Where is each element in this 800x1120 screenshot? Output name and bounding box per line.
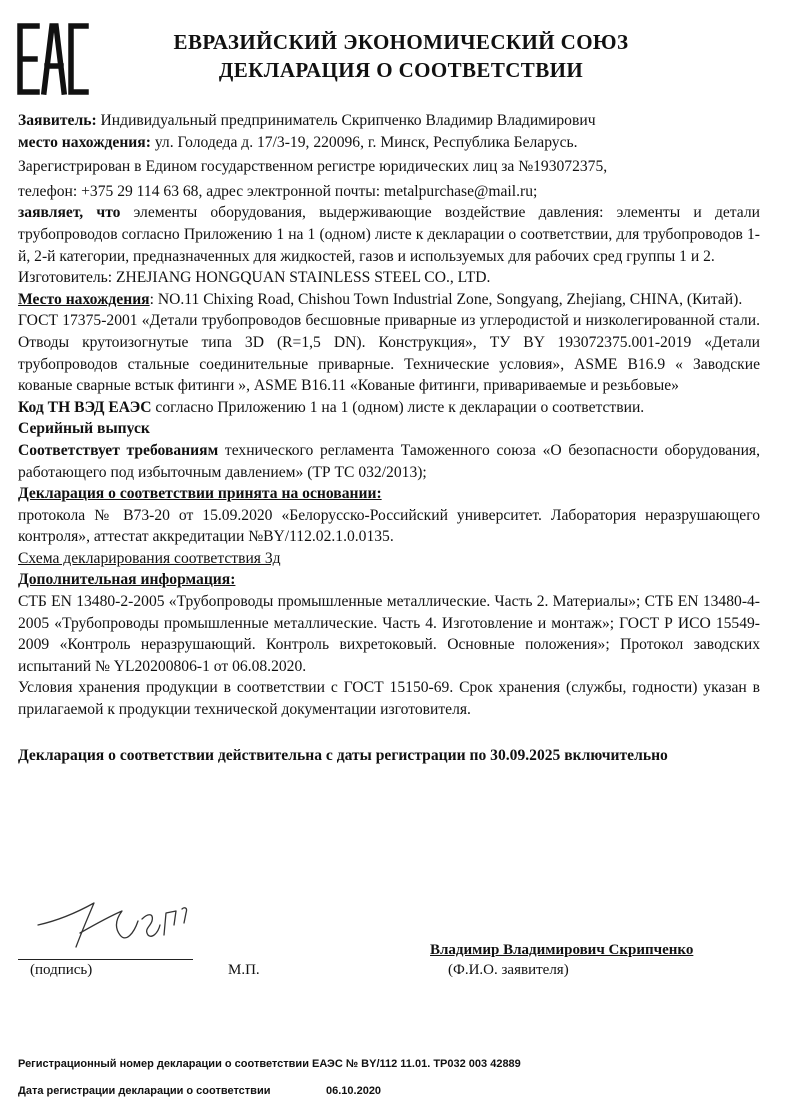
manufacturer-location-value: : NO.11 Chixing Road, Chishou Town Industrial Zone, Songyang, Zhejiang, CHINA, (Китай). [149, 290, 743, 308]
basis-text: протокола № В73-20 от 15.09.2020 «Белорусско-Российский университет. Лаборатория неразрушающего контроля», аттестат аккредитации №BY/112.02.1.0.0135. [18, 506, 760, 546]
conformity-paragraph [18, 440, 760, 483]
declares-text: элементы оборудования, выдерживающие воздействие давления: элементы и детали трубопроводов согласно Приложению 1 на 1 (одном) листе к декларации о соответствии, для трубопроводов 1-й, 2-й категории, предназначенных для жидкостей, газов и используемых для рабочих сред группы 1 и 2. [18, 204, 760, 265]
additional-heading: Дополнительная информация: [18, 571, 236, 589]
code-value: согласно Приложению 1 на 1 (одном) листе к декларации о соответствии. [151, 398, 645, 416]
additional-paragraph-1: СТБ EN 13480-2-2005 «Трубопроводы промышленные металлические. Часть 2. Материалы»; СТБ EN 13480-4-2005 «Трубопроводы промышленные металлические. Часть 4. Изготовление и монтаж»; ГОСТ Р ИСО 15549-2009 «Контроль неразрушающий. Контроль вихретоковый. Основные положения»; Протокол заводских испытаний № YL20200806-1 от 06.08.2020. [18, 593, 760, 675]
manufacturer-location-label: Место нахождения [18, 290, 150, 308]
conformity-label: Соответствует требованиям [18, 441, 219, 459]
handwritten-signature-icon [36, 895, 216, 955]
registration-line: Зарегистрирован в Едином государственном регистре юридических лиц за №193072375, [18, 158, 608, 176]
conformity-value: технического регламента Таможенного союза «О безопасности оборудования, работающего под избыточным давлением» (ТР ТС 032/2013); [18, 441, 760, 481]
declares-label: заявляет, что [18, 204, 121, 222]
registration-date-label: Дата регистрации декларации о соответствии [18, 1085, 271, 1097]
declaration-title: ДЕКЛАРАЦИЯ О СООТВЕТСТВИИ [218, 58, 584, 82]
serial-line: Серийный выпуск [18, 420, 150, 438]
applicant-name-caption: (Ф.И.О. заявителя) [448, 962, 569, 978]
code-label: Код ТН ВЭД ЕАЭС [18, 398, 152, 416]
applicant-location-line [18, 132, 760, 154]
applicant-location-label: место нахождения: [18, 133, 151, 151]
manufacturer-location [18, 289, 760, 311]
registration-date-value: 06.10.2020 [326, 1085, 382, 1097]
contacts-line: телефон: +375 29 114 63 68, адрес электронной почты: metalpurchase@mail.ru; [18, 182, 538, 200]
applicant-value: Индивидуальный предприниматель Скрипченко Владимир Владимирович [96, 112, 596, 129]
scheme-line: Схема декларирования соответствия 3д [18, 549, 281, 567]
validity-line: Декларация о соответствии действительна с даты регистрации по 30.09.2025 включительно [18, 746, 668, 764]
declaration-body [18, 110, 760, 766]
applicant-location-value: ул. Голодеда д. 17/3-19, 220096, г. Минск, Республика Беларусь. [150, 133, 578, 151]
registration-number: Регистрационный номер декларации о соответствии ЕАЭС № BY/112 11.01. ТР032 003 42889 [18, 1058, 521, 1070]
stamp-placeholder: М.П. [228, 962, 260, 978]
signature-caption: (подпись) [30, 962, 93, 978]
applicant-line [18, 110, 760, 132]
standards-paragraph: ГОСТ 17375-2001 «Детали трубопроводов бесшовные приварные из углеродистой и низколегированной стали. Отводы крутоизогнутые типа 3D (R=1,5 DN). Конструкция», ТУ BY 193072375.001-2019 «Детали трубопроводов стальные соединительные приварные. Технические условия», ASME B16.9 « Заводские кованые сварные встык фитинги », ASME B16.11 «Кованые фитинги, привариваемые и резьбовые» [18, 312, 760, 395]
applicant-name: Владимир Владимирович Скрипченко [430, 942, 694, 958]
applicant-label: Заявитель: [18, 112, 97, 129]
additional-paragraph-2: Условия хранения продукции в соответствии с ГОСТ 15150-69. Срок хранения (службы, годности) указан в прилагаемой к продукции технической документации изготовителя. [18, 679, 760, 719]
manufacturer-line: Изготовитель: ZHEJIANG HONGQUAN STAINLESS STEEL CO., LTD. [18, 269, 491, 287]
basis-heading: Декларация о соответствии принята на основании: [18, 485, 382, 503]
signature-line [18, 959, 193, 960]
union-title: ЕВРАЗИЙСКИЙ ЭКОНОМИЧЕСКИЙ СОЮЗ [173, 30, 629, 54]
code-line [18, 397, 760, 419]
eac-logo-icon [16, 22, 90, 96]
registration-date-row [18, 1085, 382, 1097]
declares-paragraph [18, 202, 760, 267]
